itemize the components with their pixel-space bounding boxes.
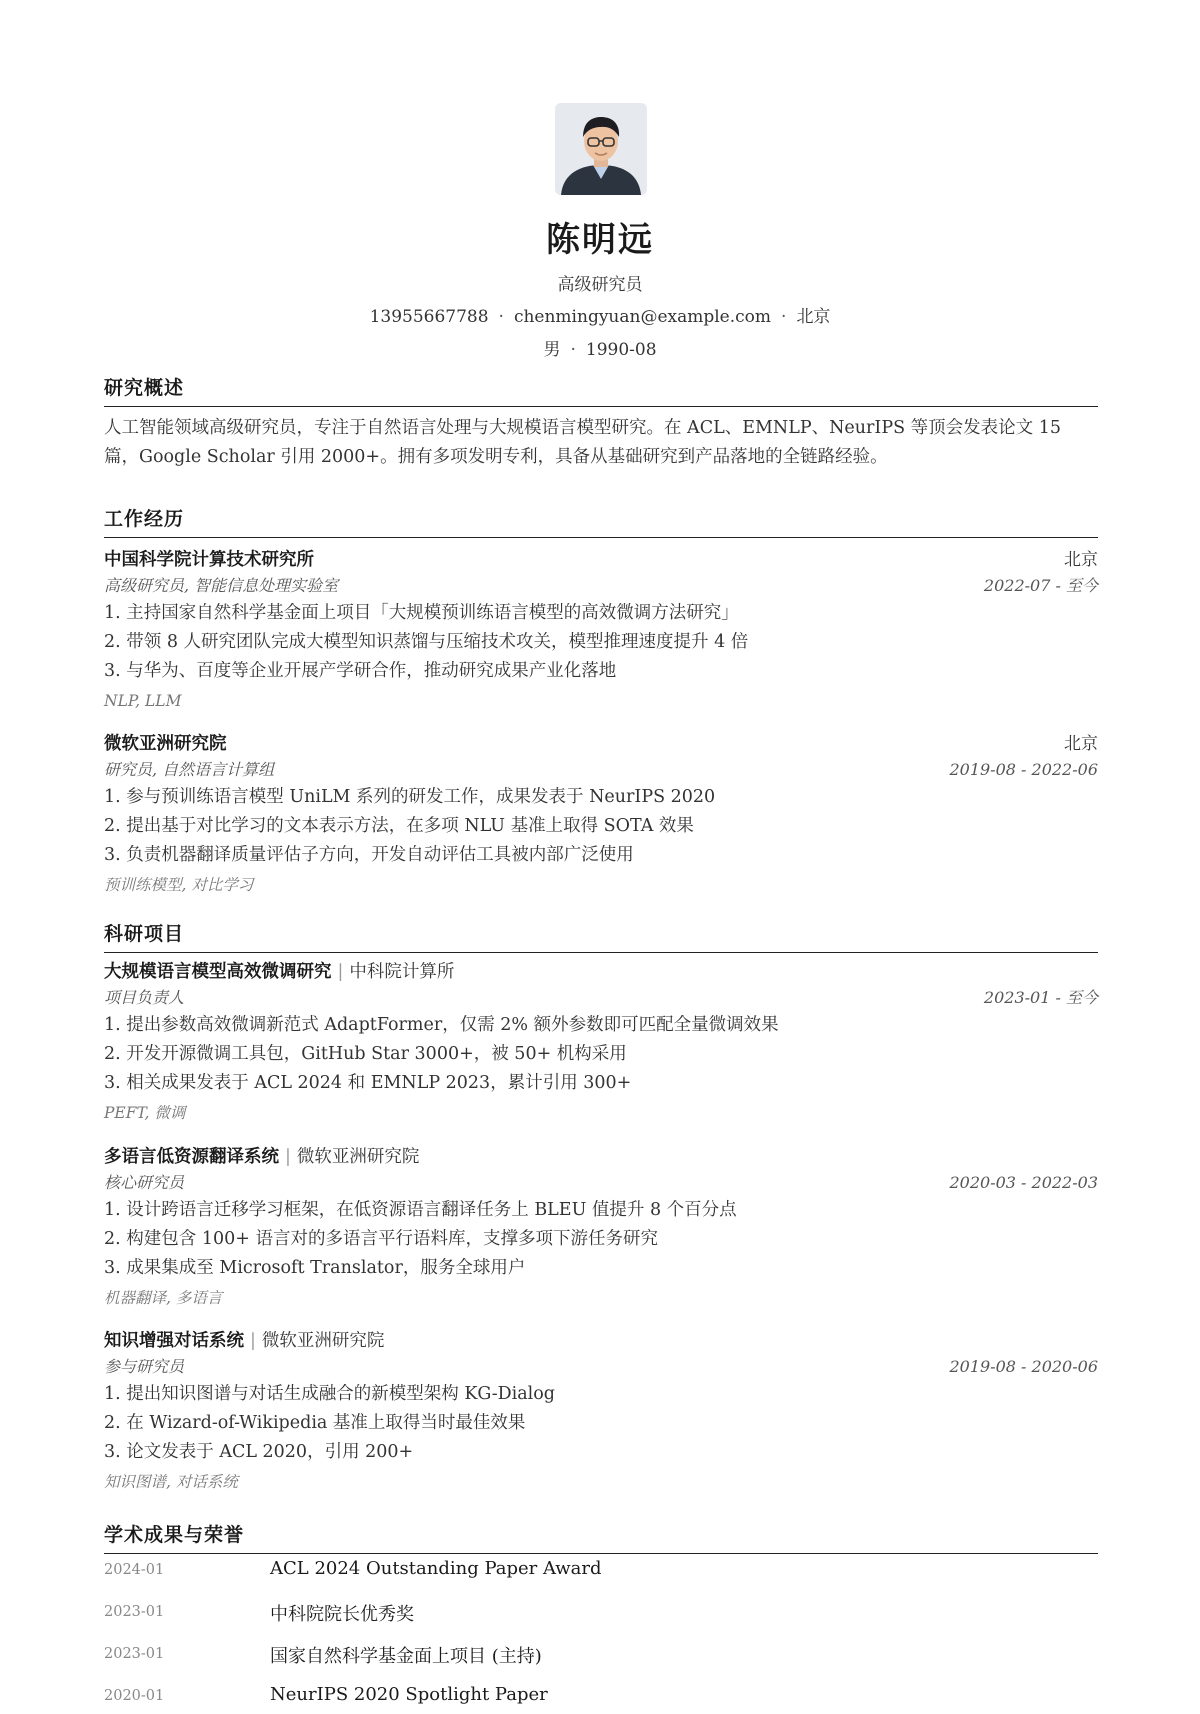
project-entry bbox=[104, 959, 1098, 1128]
project-role: 核心研究员 bbox=[104, 1173, 185, 1192]
profile-photo bbox=[555, 103, 647, 195]
work-entry bbox=[104, 731, 1098, 900]
section-title-work: 工作经历 bbox=[104, 504, 1098, 538]
separator-dot: · bbox=[570, 340, 576, 360]
summary-text bbox=[104, 414, 1098, 472]
summary-line: 篇，Google Scholar 引用 2000+。拥有多项发明专利，具备从基础研究到产品落地的全链路经验。 bbox=[104, 447, 888, 467]
city: 北京 bbox=[796, 307, 831, 327]
project-title: 知识增强对话系统 bbox=[104, 1331, 244, 1351]
project-period: 2020-03 - 2022-03 bbox=[949, 1173, 1098, 1192]
award-text: 中科院院长优秀奖 bbox=[270, 1604, 414, 1625]
personal-info bbox=[0, 335, 1200, 360]
project-title: 多语言低资源翻译系统 bbox=[104, 1147, 279, 1167]
work-bullet: 3. 负责机器翻译质量评估子方向，开发自动评估工具被内部广泛使用 bbox=[104, 845, 634, 865]
project-tags: 知识图谱, 对话系统 bbox=[104, 1473, 238, 1491]
work-role: 研究员, 自然语言计算组 bbox=[104, 760, 275, 779]
project-bullet: 1. 提出知识图谱与对话生成融合的新模型架构 KG-Dialog bbox=[104, 1384, 556, 1404]
candidate-name: 陈明远 bbox=[546, 220, 654, 260]
birth-date: 1990-08 bbox=[585, 340, 657, 360]
award-text: ACL 2024 Outstanding Paper Award bbox=[270, 1558, 602, 1579]
project-period: 2023-01 - 至今 bbox=[983, 988, 1098, 1007]
project-name bbox=[104, 962, 454, 982]
project-entry bbox=[104, 1144, 1098, 1313]
award-item bbox=[104, 1600, 1098, 1630]
project-period: 2019-08 - 2020-06 bbox=[949, 1357, 1098, 1376]
work-period: 2019-08 - 2022-06 bbox=[949, 760, 1098, 779]
project-name bbox=[104, 1147, 419, 1167]
divider: | bbox=[250, 1331, 256, 1351]
phone-number: 13955667788 bbox=[369, 307, 489, 327]
work-bullet: 2. 提出基于对比学习的文本表示方法，在多项 NLU 基准上取得 SOTA 效果 bbox=[104, 816, 694, 836]
project-entry bbox=[104, 1328, 1098, 1497]
project-affiliation: 中科院计算所 bbox=[349, 962, 455, 982]
project-tags: 机器翻译, 多语言 bbox=[104, 1289, 223, 1307]
section-title-projects: 科研项目 bbox=[104, 919, 1098, 953]
work-period: 2022-07 - 至今 bbox=[983, 576, 1098, 595]
project-bullet: 3. 成果集成至 Microsoft Translator，服务全球用户 bbox=[104, 1258, 526, 1278]
divider: | bbox=[285, 1147, 291, 1167]
contact-info bbox=[0, 302, 1200, 327]
separator-dot: · bbox=[781, 307, 787, 327]
person-avatar-icon bbox=[555, 103, 647, 195]
award-date: 2020-01 bbox=[104, 1688, 165, 1704]
project-bullet: 3. 论文发表于 ACL 2020，引用 200+ bbox=[104, 1442, 414, 1462]
award-text: 国家自然科学基金面上项目 (主持) bbox=[270, 1646, 542, 1667]
project-bullet: 3. 相关成果发表于 ACL 2024 和 EMNLP 2023，累计引用 300+ bbox=[104, 1073, 632, 1093]
project-bullet: 2. 构建包含 100+ 语言对的多语言平行语料库，支撑多项下游任务研究 bbox=[104, 1229, 658, 1249]
award-text: NeurIPS 2020 Spotlight Paper bbox=[270, 1684, 548, 1705]
work-role: 高级研究员, 智能信息处理实验室 bbox=[104, 576, 339, 595]
summary-line: 人工智能领域高级研究员，专注于自然语言处理与大规模语言模型研究。在 ACL、EMNLP、NeurIPS 等顶会发表论文 15 bbox=[104, 418, 1061, 438]
project-bullet: 2. 开发开源微调工具包，GitHub Star 3000+，被 50+ 机构采用 bbox=[104, 1044, 627, 1064]
divider: | bbox=[337, 962, 344, 982]
award-date: 2023-01 bbox=[104, 1604, 165, 1620]
work-bullet: 2. 带领 8 人研究团队完成大模型知识蒸馏与压缩技术攻关，模型推理速度提升 4 倍 bbox=[104, 632, 749, 652]
work-bullet: 1. 参与预训练语言模型 UniLM 系列的研发工作，成果发表于 NeurIPS 2020 bbox=[104, 787, 716, 807]
section-title-summary: 研究概述 bbox=[104, 373, 1098, 407]
work-tags: 预训练模型, 对比学习 bbox=[104, 876, 254, 894]
award-date: 2024-01 bbox=[104, 1562, 165, 1578]
project-bullet: 1. 设计跨语言迁移学习框架，在低资源语言翻译任务上 BLEU 值提升 8 个百分点 bbox=[104, 1200, 737, 1220]
award-item bbox=[104, 1642, 1098, 1672]
work-location: 北京 bbox=[1064, 734, 1098, 754]
project-title: 大规模语言模型高效微调研究 bbox=[104, 962, 332, 982]
project-affiliation: 微软亚洲研究院 bbox=[296, 1147, 420, 1167]
award-item bbox=[104, 1558, 1098, 1588]
work-org: 微软亚洲研究院 bbox=[104, 734, 227, 754]
project-role: 参与研究员 bbox=[104, 1357, 185, 1376]
gender: 男 bbox=[543, 340, 561, 360]
work-location: 北京 bbox=[1064, 550, 1098, 570]
award-item bbox=[104, 1684, 1098, 1714]
award-date: 2023-01 bbox=[104, 1646, 165, 1662]
project-bullet: 1. 提出参数高效微调新范式 AdaptFormer，仅需 2% 额外参数即可匹配全量微调效果 bbox=[104, 1015, 779, 1035]
job-title: 高级研究员 bbox=[557, 275, 643, 295]
work-bullet: 1. 主持国家自然科学基金面上项目「大规模预训练语言模型的高效微调方法研究」 bbox=[104, 603, 739, 623]
work-org: 中国科学院计算技术研究所 bbox=[104, 550, 314, 570]
email-address: chenmingyuan@example.com bbox=[513, 307, 772, 327]
project-name bbox=[104, 1331, 384, 1351]
work-entry bbox=[104, 547, 1098, 716]
project-role: 项目负责人 bbox=[104, 988, 185, 1007]
project-affiliation: 微软亚洲研究院 bbox=[261, 1331, 385, 1351]
project-bullet: 2. 在 Wizard-of-Wikipedia 基准上取得当时最佳效果 bbox=[104, 1413, 526, 1433]
work-tags: NLP, LLM bbox=[104, 692, 182, 710]
section-title-awards: 学术成果与荣誉 bbox=[104, 1520, 1098, 1554]
work-bullet: 3. 与华为、百度等企业开展产学研合作，推动研究成果产业化落地 bbox=[104, 661, 617, 681]
separator-dot: · bbox=[498, 307, 504, 327]
project-tags: PEFT, 微调 bbox=[104, 1104, 186, 1122]
